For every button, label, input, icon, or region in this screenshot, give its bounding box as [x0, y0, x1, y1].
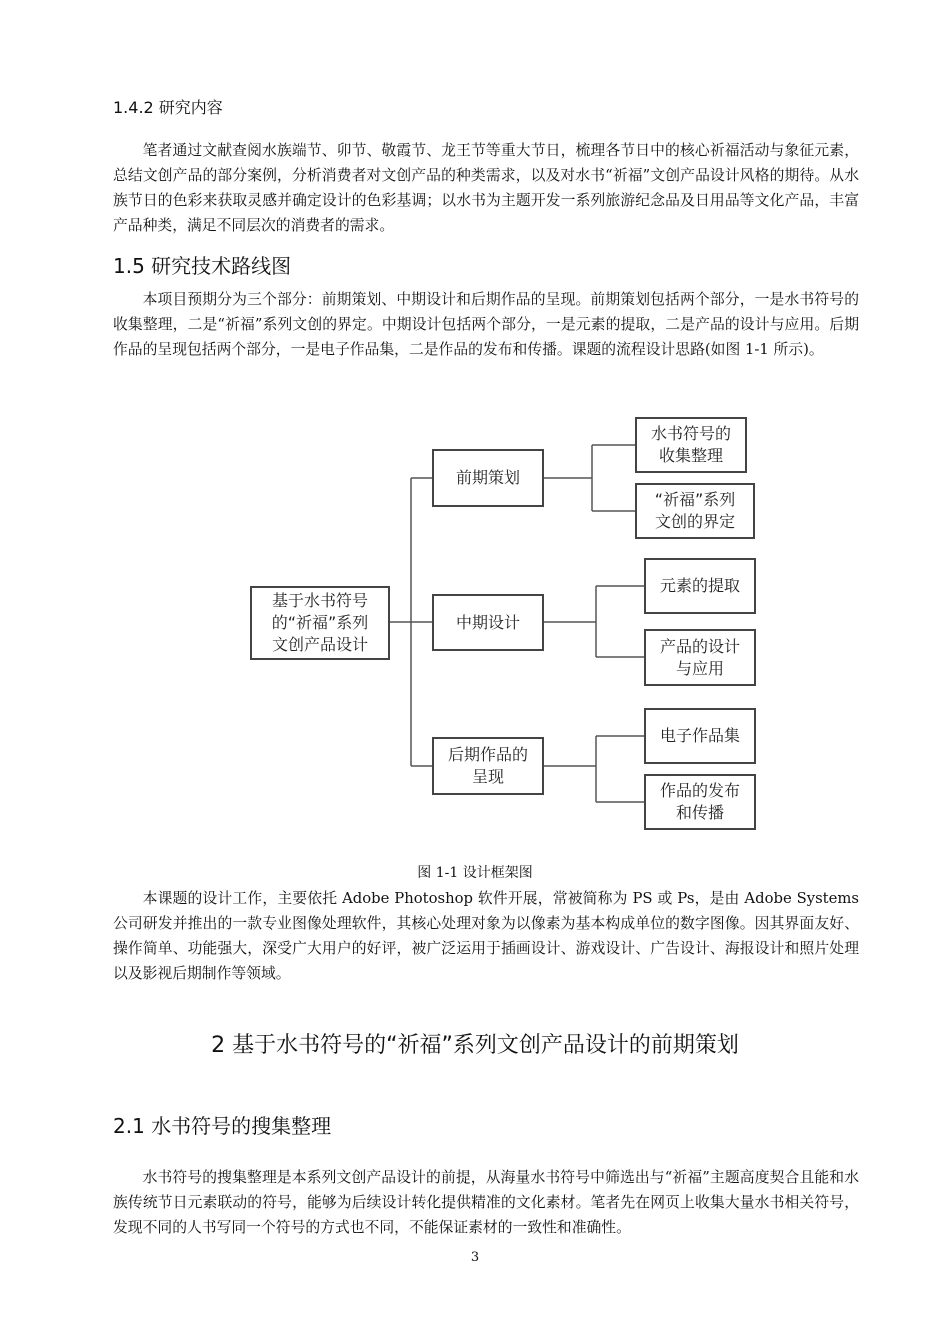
figure-caption: 图 1-1 设计框架图: [417, 865, 533, 881]
diagram-branch-box: 中期设计: [432, 594, 544, 651]
diagram-branch-box: 后期作品的呈现: [432, 737, 544, 795]
diagram-branch-box: 前期策划: [432, 449, 544, 507]
diagram-leaf-box: 水书符号的收集整理: [635, 417, 747, 473]
diagram-leaf-box: 元素的提取: [644, 558, 756, 614]
page-number: 3: [470, 1250, 480, 1265]
diagram-leaf-box: 产品的设计与应用: [644, 629, 756, 686]
heading-2-1: 2.1 水书符号的搜集整理: [113, 1114, 332, 1138]
diagram-leaf-box: “祈福”系列文创的界定: [635, 483, 755, 539]
heading-1-5: 1.5 研究技术路线图: [113, 254, 292, 278]
paragraph-photoshop: 本课题的设计工作，主要依托 Adobe Photoshop 软件开展，常被简称为 PS 或 Ps，是由 Adobe Systems 公司研发并推出的一款专业图像处理软件，其核心处理对象为以像素为基本构成单位的数字图像。因其界面友好、操作简单、功能强大，深受广大用户的好评，被广泛运用于插画设计、游戏设计、广告设计、海报设计和照片处理以及影视后期制作等领域。: [113, 890, 859, 982]
diagram-leaf-box: 电子作品集: [644, 708, 756, 764]
diagram-root-box: 基于水书符号的“祈福”系列文创产品设计: [250, 586, 390, 660]
heading-1-4-2: 1.4.2 研究内容: [113, 98, 223, 117]
paragraph-roadmap: 本项目预期分为三个部分：前期策划、中期设计和后期作品的呈现。前期策划包括两个部分，一是水书符号的收集整理，二是“祈福”系列文创的界定。中期设计包括两个部分，一是元素的提取，二是产品的设计与应用。后期作品的呈现包括两个部分，一是电子作品集，二是作品的发布和传播。课题的流程设计思路(如图 1-1 所示)。: [113, 291, 859, 358]
paragraph-symbol-collection: 水书符号的搜集整理是本系列文创产品设计的前提，从海量水书符号中筛选出与“祈福”主题高度契合且能和水族传统节日元素联动的符号，能够为后续设计转化提供精准的文化素材。笔者先在网页上收集大量水书相关符号，发现不同的人书写同一个符号的方式也不同，不能保证素材的一致性和准确性。: [113, 1169, 859, 1236]
paragraph-research-content: 笔者通过文献查阅水族端节、卯节、敬霞节、龙王节等重大节日，梳理各节日中的核心祈福活动与象征元素，总结文创产品的部分案例，分析消费者对文创产品的种类需求，以及对水书“祈福”文创产品设计风格的期待。从水族节日的色彩来获取灵感并确定设计的色彩基调；以水书为主题开发一系列旅游纪念品及日用品等文化产品，丰富产品种类，满足不同层次的消费者的需求。: [113, 142, 859, 234]
chapter-2-title: 2 基于水书符号的“祈福”系列文创产品设计的前期策划: [211, 1033, 739, 1058]
diagram-leaf-box: 作品的发布和传播: [644, 774, 756, 830]
